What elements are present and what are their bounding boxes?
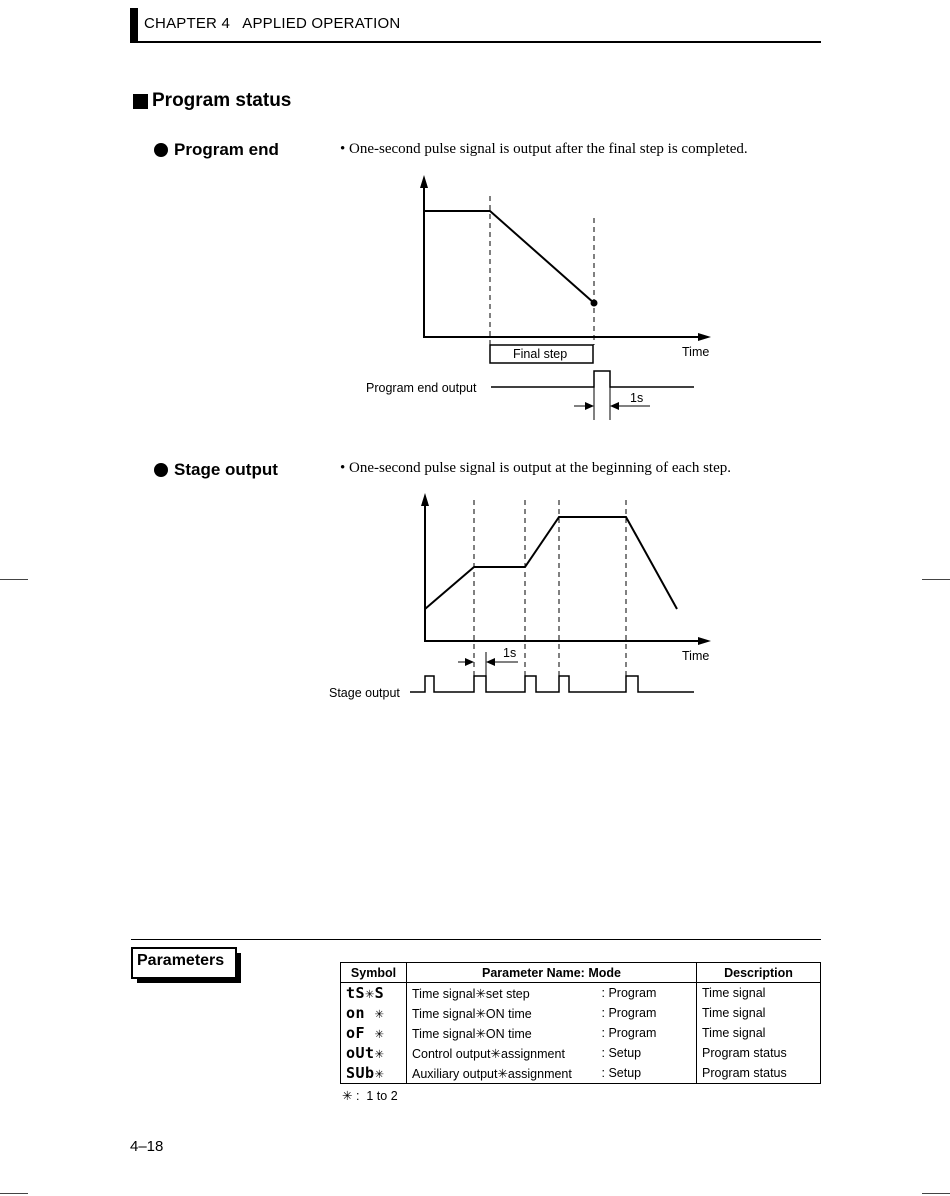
description-cell: Time signal: [697, 983, 821, 1004]
crop-mark: [922, 579, 950, 580]
description-cell: Time signal: [697, 1023, 821, 1043]
stage-output-description: • One-second pulse signal is output at the beginning of each step.: [340, 460, 731, 476]
description-header: Description: [697, 963, 821, 983]
mode-cell: : Setup: [597, 1063, 697, 1084]
pulse-width-label: 1s: [503, 646, 517, 660]
table-row: [341, 1043, 821, 1063]
table-row: [341, 1003, 821, 1023]
parameter-name-cell: Time signal✳ON time: [407, 1023, 597, 1043]
pulse-width-label: 1s: [630, 391, 644, 405]
symbol-cell: oUt✳: [341, 1043, 407, 1063]
parameters-table: [340, 962, 821, 1084]
mode-cell: : Program: [597, 983, 697, 1004]
program-end-description: • One-second pulse signal is output after the final step is completed.: [340, 141, 748, 157]
symbol-cell: SUb✳: [341, 1063, 407, 1084]
stage-output-title: Stage output: [174, 460, 278, 479]
parameter-name-cell: Auxiliary output✳assignment: [407, 1063, 597, 1084]
section-title: Program status: [152, 90, 292, 111]
program-end-output-label: Program end output: [366, 381, 477, 395]
parameter-name-cell: Control output✳assignment: [407, 1043, 597, 1063]
symbol-cell: on ✳: [341, 1003, 407, 1023]
symbol-cell: tS✳S: [341, 983, 407, 1004]
table-footnote: ✳ : 1 to 2: [342, 1089, 398, 1103]
parameter-name-cell: Time signal✳ON time: [407, 1003, 597, 1023]
symbol-cell: oF ✳: [341, 1023, 407, 1043]
description-cell: Program status: [697, 1043, 821, 1063]
table-row: [341, 983, 821, 1004]
final-step-label: Final step: [513, 347, 568, 361]
parameter-name-cell: Time signal✳set step: [407, 983, 597, 1004]
time-axis-label: Time: [682, 345, 710, 359]
parameters-title: Parameters: [137, 952, 225, 969]
crop-mark: [922, 1193, 950, 1194]
program-end-title: Program end: [174, 140, 279, 159]
table-header-row: [341, 963, 821, 983]
description-cell: Program status: [697, 1063, 821, 1084]
crop-mark: [0, 579, 28, 580]
description-cell: Time signal: [697, 1003, 821, 1023]
table-row: [341, 1063, 821, 1084]
symbol-header: Symbol: [341, 963, 407, 983]
name-mode-header: Parameter Name: Mode: [407, 963, 697, 983]
time-axis-label: Time: [682, 649, 710, 663]
chapter-heading: CHAPTER 4 APPLIED OPERATION: [144, 15, 401, 32]
mode-cell: : Setup: [597, 1043, 697, 1063]
mode-cell: : Program: [597, 1003, 697, 1023]
table-row: [341, 1023, 821, 1043]
stage-output-label: Stage output: [329, 686, 400, 700]
crop-mark: [0, 1193, 28, 1194]
mode-cell: : Program: [597, 1023, 697, 1043]
parameters-rule: [131, 939, 821, 940]
page-number: 4–18: [130, 1138, 164, 1155]
